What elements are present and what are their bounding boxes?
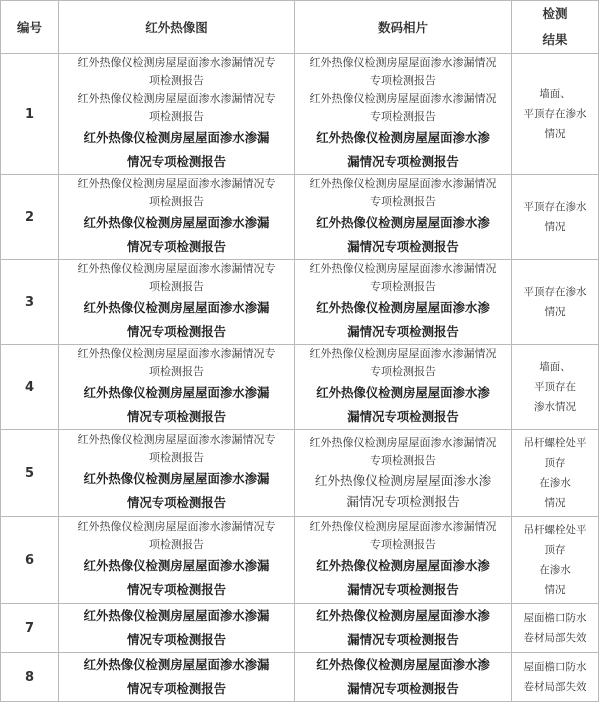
photo-caption-line: 红外热像仪检测房屋屋面渗水渗漏情况	[309, 92, 497, 105]
result-line: 情况	[544, 306, 566, 318]
thermal-caption-line: 情况专项检测报告	[126, 681, 227, 696]
table-row	[1, 653, 599, 702]
photo-caption-line: 专项检测报告	[370, 538, 436, 551]
result-cell	[512, 653, 599, 702]
thermal-image-cell	[59, 653, 295, 702]
thermal-caption-line: 红外热像仪检测房屋屋面渗水渗漏	[83, 385, 270, 400]
table-row	[1, 517, 599, 604]
thermal-caption-line: 情况专项检测报告	[126, 582, 227, 597]
photo-caption-line: 专项检测报告	[370, 195, 436, 208]
result-line: 在渗水	[539, 564, 571, 576]
result-line: 屋面檐口防水	[523, 661, 587, 673]
header-digital-photo: 数码相片	[295, 1, 512, 54]
thermal-image-cell	[59, 517, 295, 604]
thermal-caption-line: 红外热像仪检测房屋屋面渗水渗漏	[83, 300, 270, 315]
row-number: 5	[1, 430, 59, 517]
row-number: 6	[1, 517, 59, 604]
thermal-caption-line: 项检测报告	[149, 538, 204, 551]
photo-caption-line: 红外热像仪检测房屋屋面渗水渗	[316, 558, 490, 573]
thermal-image-cell	[59, 175, 295, 260]
photo-caption-line: 漏情况专项检测报告	[347, 681, 459, 696]
thermal-caption-line: 项检测报告	[149, 110, 204, 123]
result-line: 吊杆螺栓处平	[523, 437, 587, 449]
thermal-caption-line: 情况专项检测报告	[126, 495, 227, 510]
thermal-caption-line: 红外热像仪检测房屋屋面渗水渗漏情况专	[77, 262, 276, 275]
photo-caption-line: 专项检测报告	[370, 454, 436, 467]
thermal-caption-line: 项检测报告	[149, 74, 204, 87]
thermal-caption-line: 红外热像仪检测房屋屋面渗水渗漏情况专	[77, 520, 276, 533]
header-number: 编号	[1, 1, 59, 54]
digital-photo-cell	[295, 345, 512, 430]
result-line: 卷材局部失效	[523, 632, 587, 644]
header-thermal-image: 红外热像图	[59, 1, 295, 54]
result-line: 平顶存在	[534, 381, 576, 393]
thermal-caption-line: 红外热像仪检测房屋屋面渗水渗漏	[83, 657, 270, 672]
table-body	[1, 54, 599, 702]
thermal-caption-line: 情况专项检测报告	[126, 409, 227, 424]
thermal-image-cell	[59, 54, 295, 175]
result-line: 渗水情况	[534, 401, 576, 413]
result-line: 墙面、	[539, 361, 571, 373]
result-line: 平顶存在渗水	[523, 286, 587, 298]
result-line: 平顶存在渗水	[523, 108, 587, 120]
thermal-caption-line: 红外热像仪检测房屋屋面渗水渗漏	[83, 608, 270, 623]
photo-caption-line: 专项检测报告	[370, 365, 436, 378]
digital-photo-cell	[295, 604, 512, 653]
photo-caption-line: 红外热像仪检测房屋屋面渗水渗漏情况	[309, 56, 497, 69]
result-line: 在渗水	[539, 477, 571, 489]
photo-caption-line: 红外热像仪检测房屋屋面渗水渗漏情况	[309, 177, 497, 190]
digital-photo-cell	[295, 430, 512, 517]
photo-caption-line: 漏情况专项检测报告	[347, 154, 459, 169]
thermal-caption-line: 红外热像仪检测房屋屋面渗水渗漏	[83, 130, 270, 145]
thermal-image-cell	[59, 345, 295, 430]
digital-photo-cell	[295, 54, 512, 175]
photo-caption-line: 红外热像仪检测房屋屋面渗水渗	[314, 473, 492, 488]
result-line: 情况	[544, 497, 566, 509]
thermal-image-cell	[59, 604, 295, 653]
thermal-caption-line: 项检测报告	[149, 365, 204, 378]
row-number: 1	[1, 54, 59, 175]
photo-caption-line: 漏情况专项检测报告	[347, 409, 459, 424]
thermal-caption-line: 红外热像仪检测房屋屋面渗水渗漏	[83, 558, 270, 573]
result-line: 情况	[544, 584, 566, 596]
result-cell	[512, 430, 599, 517]
result-line: 屋面檐口防水	[523, 612, 587, 624]
result-cell	[512, 260, 599, 345]
table-header-row	[1, 1, 599, 54]
thermal-caption-line: 红外热像仪检测房屋屋面渗水渗漏情况专	[77, 56, 276, 69]
table-row	[1, 260, 599, 345]
digital-photo-cell	[295, 653, 512, 702]
result-line: 顶存	[544, 544, 566, 556]
digital-photo-cell	[295, 517, 512, 604]
result-cell	[512, 604, 599, 653]
table-row	[1, 175, 599, 260]
thermal-caption-line: 红外热像仪检测房屋屋面渗水渗漏情况专	[77, 433, 276, 446]
thermal-caption-line: 红外热像仪检测房屋屋面渗水渗漏	[83, 471, 270, 486]
thermal-caption-line: 红外热像仪检测房屋屋面渗水渗漏情况专	[77, 347, 276, 360]
thermal-caption-line: 项检测报告	[149, 195, 204, 208]
thermal-caption-line: 红外热像仪检测房屋屋面渗水渗漏	[83, 215, 270, 230]
thermal-caption-line: 情况专项检测报告	[126, 632, 227, 647]
thermal-image-cell	[59, 260, 295, 345]
thermal-caption-line: 情况专项检测报告	[126, 324, 227, 339]
photo-caption-line: 专项检测报告	[370, 280, 436, 293]
result-line: 情况	[544, 128, 566, 140]
row-number: 2	[1, 175, 59, 260]
result-cell	[512, 345, 599, 430]
header-result	[512, 1, 599, 54]
thermal-caption-line: 红外热像仪检测房屋屋面渗水渗漏情况专	[77, 177, 276, 190]
photo-caption-line: 漏情况专项检测报告	[347, 239, 459, 254]
result-line: 墙面、	[539, 88, 571, 100]
result-line: 卷材局部失效	[523, 681, 587, 693]
row-number: 8	[1, 653, 59, 702]
digital-photo-cell	[295, 175, 512, 260]
photo-caption-line: 漏情况专项检测报告	[347, 582, 459, 597]
photo-caption-line: 红外热像仪检测房屋屋面渗水渗	[316, 215, 490, 230]
thermal-caption-line: 情况专项检测报告	[126, 239, 227, 254]
result-line: 情况	[544, 221, 566, 233]
table-row	[1, 54, 599, 175]
row-number: 4	[1, 345, 59, 430]
thermal-caption-line: 项检测报告	[149, 280, 204, 293]
result-cell	[512, 517, 599, 604]
photo-caption-line: 红外热像仪检测房屋屋面渗水渗漏情况	[309, 262, 497, 275]
row-number: 3	[1, 260, 59, 345]
result-cell	[512, 54, 599, 175]
result-line: 平顶存在渗水	[523, 201, 587, 213]
photo-caption-line: 漏情况专项检测报告	[347, 324, 459, 339]
photo-caption-line: 红外热像仪检测房屋屋面渗水渗漏情况	[309, 347, 497, 360]
thermal-caption-line: 红外热像仪检测房屋屋面渗水渗漏情况专	[77, 92, 276, 105]
result-cell	[512, 175, 599, 260]
header-result-line-1: 检测	[542, 6, 568, 21]
photo-caption-line: 专项检测报告	[370, 74, 436, 87]
photo-caption-line: 红外热像仪检测房屋屋面渗水渗	[316, 130, 490, 145]
row-number: 7	[1, 604, 59, 653]
table-row	[1, 604, 599, 653]
thermal-image-cell	[59, 430, 295, 517]
result-line: 顶存	[544, 457, 566, 469]
photo-caption-line: 红外热像仪检测房屋屋面渗水渗	[316, 385, 490, 400]
result-line: 吊杆螺栓处平	[523, 524, 587, 536]
digital-photo-cell	[295, 260, 512, 345]
photo-caption-line: 红外热像仪检测房屋屋面渗水渗	[316, 657, 490, 672]
photo-caption-line: 漏情况专项检测报告	[346, 494, 460, 509]
table-row	[1, 430, 599, 517]
table-row	[1, 345, 599, 430]
thermal-caption-line: 项检测报告	[149, 451, 204, 464]
thermal-caption-line: 情况专项检测报告	[126, 154, 227, 169]
photo-caption-line: 漏情况专项检测报告	[347, 632, 459, 647]
photo-caption-line: 红外热像仪检测房屋屋面渗水渗漏情况	[309, 436, 497, 449]
photo-caption-line: 专项检测报告	[370, 110, 436, 123]
photo-caption-line: 红外热像仪检测房屋屋面渗水渗	[316, 608, 490, 623]
photo-caption-line: 红外热像仪检测房屋屋面渗水渗漏情况	[309, 520, 497, 533]
header-result-line-2: 结果	[542, 32, 568, 47]
photo-caption-line: 红外热像仪检测房屋屋面渗水渗	[316, 300, 490, 315]
